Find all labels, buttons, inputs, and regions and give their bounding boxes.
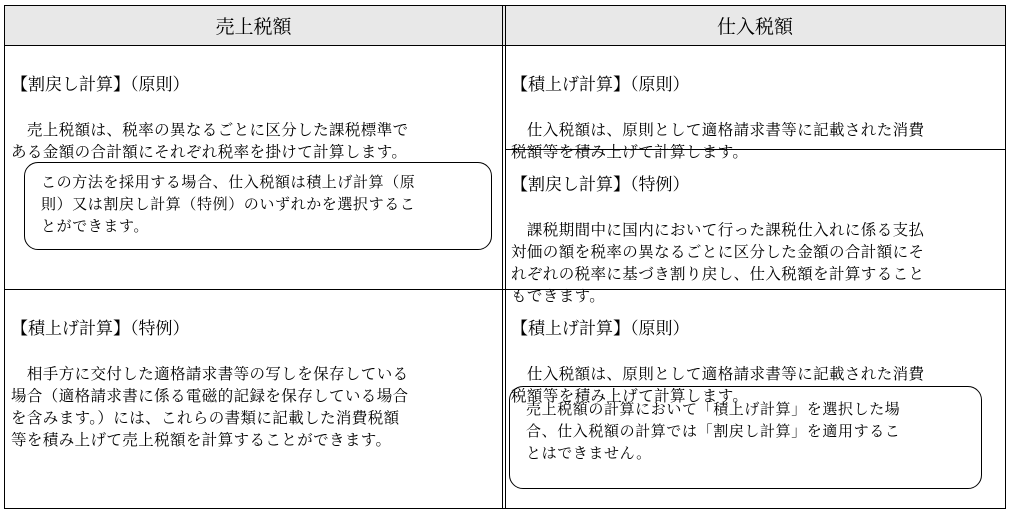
header-purchase-tax: 仕入税額 [716,16,793,38]
cell-heading: 【積上げ計算】（原則） [511,319,690,339]
cell-body: 仕入税額は、原則として適格請求書等に記載された消費 税額等を積み上げて計算します。 [511,121,925,161]
cell-heading: 【積上げ計算】（原則） [511,75,690,95]
cell-heading: 【割戻し計算】（原則） [11,75,190,95]
cell-body: 仕入税額は、原則として適格請求書等に記載された消費 税額等を積み上げて計算します。 [511,365,925,405]
column-divider-double [505,6,506,508]
cell-body: 課税期間中に国内において行った課税仕入れに係る支払 対価の額を税率の異なるごとに区分した金額の合計額にそ れぞれの税率に基づき割り戻し、仕入税額を計算すること もできます。 [511,221,925,305]
header-divider [5,45,1005,46]
cell-body: 売上税額は、税率の異なるごとに区分した課税標準で ある金額の合計額にそれぞれ税率を掛けて計算します。 [11,121,409,161]
column-divider [502,6,503,508]
tax-calculation-table [4,5,1006,509]
cell-sales-accumulation-special [11,297,497,473]
cell-body: 相手方に交付した適格請求書等の写しを保存している 場合（適格請求書に係る電磁的記録を保存している場合 を含みます。）には、これらの書類に記載した消費税額 等を積み上げて売上税額を計算することができます。 [11,365,409,449]
header-sales-tax: 売上税額 [215,16,292,38]
cell-heading: 【積上げ計算】（特例） [11,319,190,339]
note-box-purchase-restriction: 売上税額の計算において「積上げ計算」を選択した場 合、仕入税額の計算では「割戻し計算」を適用するこ とはできません。 [509,386,982,489]
note-box-sales-rounding: この方法を採用する場合、仕入税額は積上げ計算（原 則）又は割戻し計算（特例）のいずれかを選択するこ とができます。 [24,162,492,250]
cell-heading: 【割戻し計算】（特例） [511,175,690,195]
